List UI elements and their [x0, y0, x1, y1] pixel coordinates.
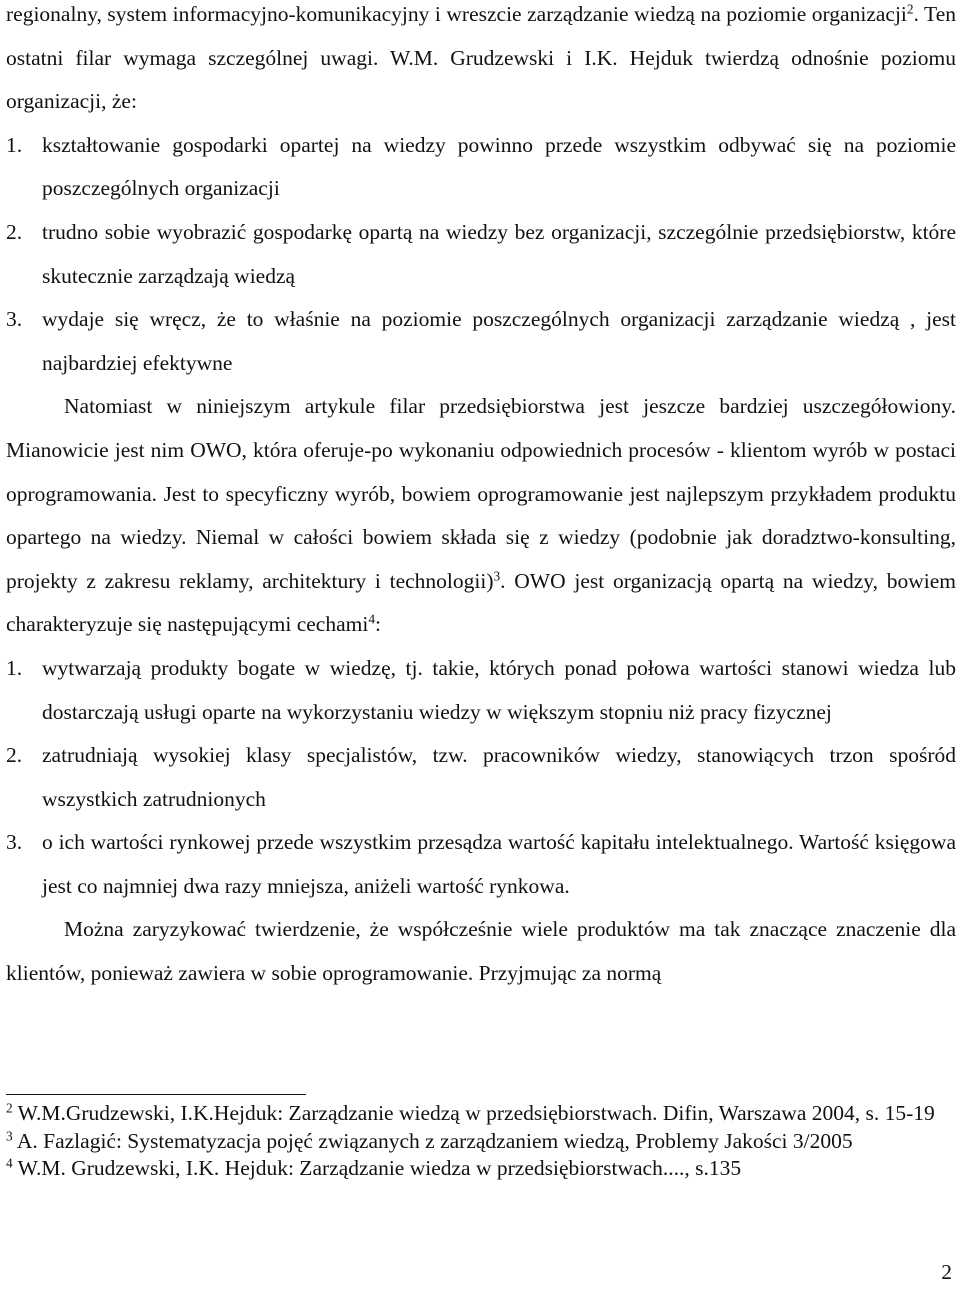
- footnote-ref-4: 4: [368, 611, 376, 627]
- footnote-separator: [6, 1094, 306, 1095]
- footnote: $^4$ W.M. Grudzewski, I.K. Hejduk: Zarządzanie wiedza w przedsiębiorstwach...., s.135: [6, 1155, 742, 1180]
- list-item: 2. zatrudniają wysokiej klasy specjalistów, tzw. pracowników wiedzy, stanowiących trzon spośród wszystkich zatrudnionych: [6, 743, 956, 811]
- footnote-ref-2: 2: [906, 1, 914, 17]
- list-item: 2. trudno sobie wyobrazić gospodarkę opartą na wiedzy bez organizacji, szczególnie przedsiębiorstw, które skutecznie zarządzają wiedzą: [6, 219, 956, 288]
- main-text: [6, 0, 956, 996]
- list-item: 1. kształtowanie gospodarki opartej na wiedzy powinno przede wszystkim odbywać się na poziomie poszczególnych organizacji: [6, 132, 956, 201]
- paragraph-intro: regionalny, system informacyjno-komunikacyjny i wreszcie zarządzanie wiedzą na poziomie organizacji$^2$. Ten ostatni filar wymaga szczególnej uwagi. W.M. Grudzewski i I.K. Hejduk twierdzą odnośnie poziomu organizacji, że:: [6, 1, 956, 114]
- list-features: [6, 647, 956, 909]
- list-opinions: [6, 124, 956, 386]
- paragraph-owo: Natomiast w niniejszym artykule filar przedsiębiorstwa jest jeszcze bardziej uszczegółowiony. Mianowicie jest nim OWO, która oferuje-po wykonaniu odpowiednich procesów - klientom wyrób w postaci oprogramowania. Jest to specyficzny wyrób, bowiem oprogramowanie jest najlepszym przykładem produktu opartego na wiedzy. Niemal w całości bowiem składa się z wiedzy (podobnie jak doradztwo-konsulting, projekty z zakresu reklamy, architektury i technologii)$^3$. OWO jest organizacją opartą na wiedzy, bowiem charakteryzuje się następującymi cechami$^4$:: [6, 394, 956, 637]
- footnotes: [6, 1100, 956, 1183]
- footnote: $^2$ W.M.Grudzewski, I.K.Hejduk: Zarządzanie wiedzą w przedsiębiorstwach. Difin, Warszawa 2004, s. 15-19: [6, 1100, 935, 1125]
- list-item: 1. wytwarzają produkty bogate w wiedzę, tj. takie, których ponad połowa wartości stanowi wiedza lub dostarczają usługi oparte na wykorzystaniu wiedzy w większym stopniu niż pracy fizycznej: [6, 655, 956, 724]
- paragraph-closing: Można zaryzykować twierdzenie, że współcześnie wiele produktów ma tak znaczące znaczenie dla klientów, ponieważ zawiera w sobie oprogramowanie. Przyjmując za normą: [6, 917, 956, 986]
- footnote: $^3$ A. Fazlagić: Systematyzacja pojęć związanych z zarządzaniem wiedzą, Problemy Jakości 3/2005: [6, 1128, 853, 1153]
- page-number: 2: [941, 1260, 952, 1284]
- list-item: 3. wydaje się wręcz, że to właśnie na poziomie poszczególnych organizacji zarządzanie wiedzą , jest najbardziej efektywne: [6, 307, 956, 375]
- footnote-ref-3: 3: [493, 568, 501, 584]
- list-item: 3. o ich wartości rynkowej przede wszystkim przesądza wartość kapitału intelektualnego. Wartość księgowa jest co najmniej dwa razy mniejsza, aniżeli wartość rynkowa.: [6, 830, 956, 898]
